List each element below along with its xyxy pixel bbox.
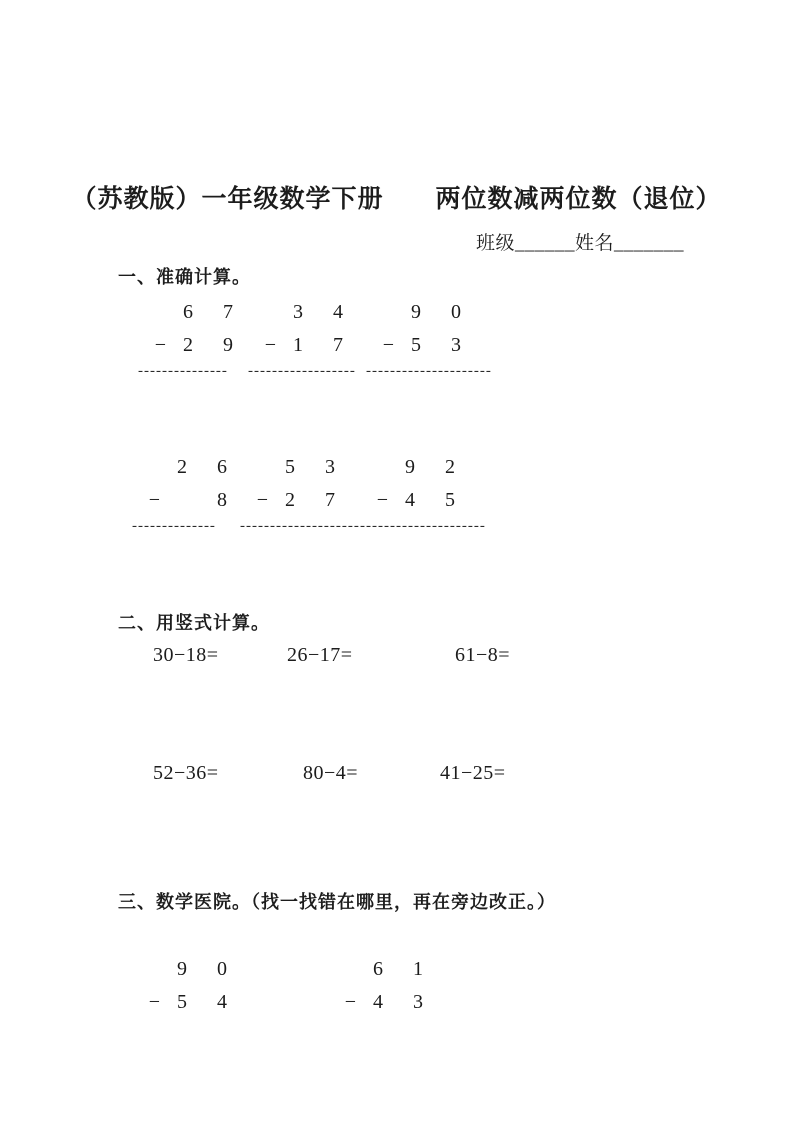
- minuend-row: [240, 451, 360, 484]
- spacer: [366, 296, 396, 329]
- expression-80-4: 80−4=: [303, 762, 359, 784]
- section2-heading: 二、用竖式计算。: [118, 613, 270, 633]
- expression-61-8: 61−8=: [455, 644, 511, 666]
- minuend-row: [360, 451, 486, 484]
- expression-26-17: 26−17=: [287, 644, 353, 666]
- minuend-digit: 0: [217, 958, 227, 980]
- minuend-digit: 6: [373, 958, 383, 980]
- minus-sign: −: [376, 489, 388, 511]
- minuend-digit: 9: [177, 958, 187, 980]
- subtrahend-row: [240, 484, 360, 517]
- minuend-row: [132, 451, 242, 484]
- expression-41-25: 41−25=: [440, 762, 506, 784]
- section3-heading: 三、数学医院。（找一找错在哪里，再在旁边改正。）: [118, 892, 556, 912]
- subtrahend-row: [132, 484, 242, 517]
- subtrahend-digit: 7: [325, 489, 335, 511]
- spacer: [132, 953, 162, 986]
- subtrahend-digit: 3: [451, 334, 461, 356]
- spacer: [240, 451, 270, 484]
- subtrahend-digit: 5: [411, 334, 421, 356]
- vertical-problem-92-45: [360, 451, 486, 533]
- minuend-digit: 3: [293, 301, 303, 323]
- minuend-digit: 9: [405, 456, 415, 478]
- subtrahend-digit: 2: [183, 334, 193, 356]
- minus-sign: −: [148, 991, 160, 1013]
- minuend-row: [366, 296, 492, 329]
- worksheet-title: （苏教版）一年级数学下册 两位数减两位数（退位）: [71, 186, 722, 213]
- minuend-digit: 1: [413, 958, 423, 980]
- minus-sign: −: [154, 334, 166, 356]
- subtrahend-digit: 4: [217, 991, 227, 1013]
- vertical-problem-67-29: [138, 296, 248, 378]
- subtrahend-digit: 9: [223, 334, 233, 356]
- section1-heading: 一、准确计算。: [118, 267, 251, 287]
- spacer: [132, 451, 162, 484]
- vertical-problem-34-17: [248, 296, 358, 378]
- minuend-digit: 5: [285, 456, 295, 478]
- subtrahend-digit: 1: [293, 334, 303, 356]
- answer-line: ---------------: [138, 363, 228, 379]
- vertical-problem-90-54: [132, 953, 242, 1019]
- subtrahend-digit: 4: [405, 489, 415, 511]
- subtrahend-digit: 4: [373, 991, 383, 1013]
- minuend-digit: 2: [177, 456, 187, 478]
- subtrahend-digit: 2: [285, 489, 295, 511]
- subtrahend-digit: 7: [333, 334, 343, 356]
- minuend-digit: 0: [451, 301, 461, 323]
- subtrahend-digit: 5: [445, 489, 455, 511]
- subtrahend-digit: 3: [413, 991, 423, 1013]
- minuend-digit: 6: [217, 456, 227, 478]
- class-name-fields: 班级______姓名_______: [476, 233, 685, 254]
- minuend-digit: 3: [325, 456, 335, 478]
- answer-line: --------------------: [240, 518, 360, 534]
- minuend-digit: 6: [183, 301, 193, 323]
- spacer: [360, 451, 390, 484]
- spacer: [328, 953, 358, 986]
- vertical-problem-26-8: [132, 451, 242, 533]
- subtrahend-digit: 8: [217, 489, 227, 511]
- subtrahend-digit: 5: [177, 991, 187, 1013]
- answer-line: ---------------------: [360, 518, 486, 534]
- subtrahend-row: [366, 329, 492, 362]
- vertical-problem-90-53: [366, 296, 492, 378]
- spacer: [138, 296, 168, 329]
- expression-52-36: 52−36=: [153, 762, 219, 784]
- minuend-row: [248, 296, 358, 329]
- minus-sign: −: [148, 489, 160, 511]
- vertical-problem-53-27: [240, 451, 360, 533]
- minus-sign: −: [256, 489, 268, 511]
- subtrahend-row: [360, 484, 486, 517]
- vertical-problem-61-43: [328, 953, 438, 1019]
- minuend-digit: 9: [411, 301, 421, 323]
- subtrahend-row: [138, 329, 248, 362]
- answer-line: ------------------: [248, 363, 356, 379]
- minus-sign: −: [344, 991, 356, 1013]
- minuend-digit: 4: [333, 301, 343, 323]
- minuend-digit: 7: [223, 301, 233, 323]
- expression-30-18: 30−18=: [153, 644, 219, 666]
- subtrahend-row: [328, 986, 438, 1019]
- minuend-digit: 2: [445, 456, 455, 478]
- spacer: [248, 296, 278, 329]
- answer-line: ---------------------: [366, 363, 492, 379]
- subtrahend-digit: [162, 484, 202, 517]
- minuend-row: [138, 296, 248, 329]
- minuend-row: [132, 953, 242, 986]
- subtrahend-row: [248, 329, 358, 362]
- minus-sign: −: [264, 334, 276, 356]
- minuend-row: [328, 953, 438, 986]
- answer-line: --------------: [132, 518, 216, 534]
- minus-sign: −: [382, 334, 394, 356]
- subtrahend-row: [132, 986, 242, 1019]
